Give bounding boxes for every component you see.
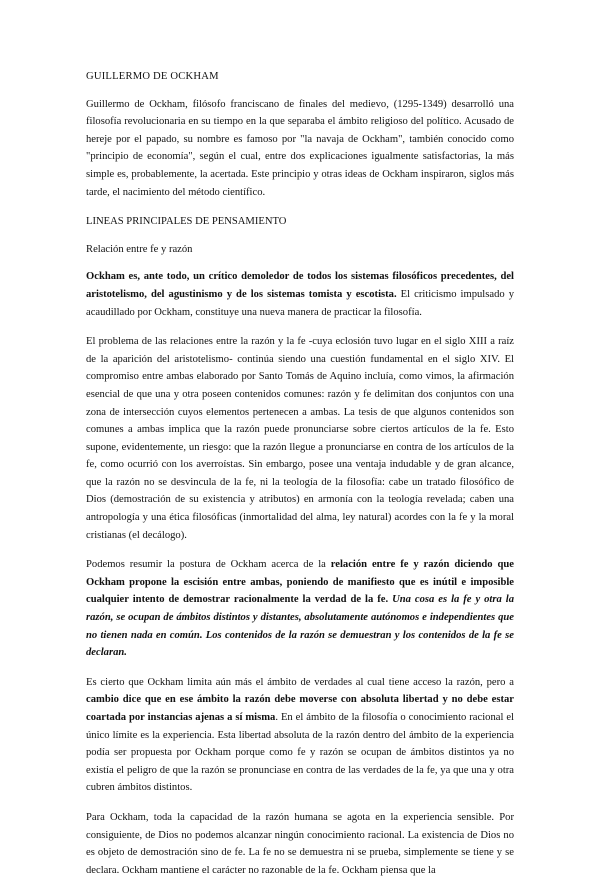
reason-limits-paragraph xyxy=(86,674,514,797)
reason-rest-text: . En el ámbito de la filosofía o conocimiento racional el único límite es la experiencia. Esta libertad absoluta de la razón dentro del ámbito de la experiencia podía ser propuesta por Ockham porque como fe y razón se ocupan de ámbitos distintos ya no existía el peligro de que la razón se pronunciase en contra de las verdades de la fe, ya que una y otra cubren ámbitos distintos. xyxy=(86,712,514,794)
subsection-heading: Relación entre fe y razón xyxy=(86,243,193,255)
summary-bold-text: relación entre fe y razón diciendo que Ockham propone la escisión entre ambas, poniendo de manifiesto que es inútil e imposible cualquier intento de demostrar racionalmente la verdad de la fe. xyxy=(86,559,514,606)
intro-paragraph: Guillermo de Ockham, filósofo franciscano de finales del medievo, (1295-1349) desarrolló una filosofía revolucionaria en su tiempo en la que separaba el ámbito religioso del político. Acusado de hereje por el papado, su nombre es famoso por "la navaja de Ockham", también conocido como "principio de economía", según el cual, entre dos explicaciones igualmente satisfactorias, la más simple es, probablemente, la acertada. Este principio y otras ideas de Ockham inspiraron, siglos más tarde, el nacimiento del método científico. xyxy=(86,98,514,198)
critic-bold-text: Ockham es, ante todo, un crítico demoledor de todos los sistemas filosóficos precedentes, del aristotelismo, del agustinismo y de los sistemas tomista y escotista. xyxy=(86,271,514,300)
summary-intro-text: Podemos resumir la postura de Ockham acerca de la xyxy=(86,559,331,571)
section-heading: LINEAS PRINCIPALES DE PENSAMIENTO xyxy=(86,216,287,228)
experience-paragraph: Para Ockham, toda la capacidad de la razón humana se agota en la experiencia sensible. Por consiguiente, de Dios no podemos alcanzar ningún conocimiento racional. La existencia de Dios no es objeto de demostración sino de fe. La fe no se demuestra ni se prueba, simplemente se tiene y se declara. Ockham mantiene el carácter no razonable de la fe. Ockham piensa que la xyxy=(86,811,514,876)
reason-bold-text: cambio dice que en ese ámbito la razón debe moverse con absoluta libertad y no debe estar coartada por instancias ajenas a sí misma xyxy=(86,694,514,723)
faith-reason-paragraph: El problema de las relaciones entre la razón y la fe -cuya eclosión tuvo lugar en el siglo XIII a raíz de la aparición del aristotelismo- continúa siendo una cuestión fundamental en el siglo XIV. El compromiso entre ambas elaborado por Santo Tomás de Aquino incluía, como vimos, la afirmación esencial de que una y otra poseen contenidos comunes: razón y fe delimitan dos conjuntos con una zona de intersección cuyos elementos pertenecen a ambas. La tesis de que algunos contenidos son comunes a ambas implica que la razón puede pronunciarse sobre ciertos artículos de la fe. Esto supone, evidentemente, un riesgo: que la razón llegue a pronunciarse en contra de los artículos de la fe, como ocurrió con los averroístas. Sin embargo, posee una ventaja indudable y de gran alcance, que la razón no se desvincula de la fe, ni la teología de la filosofía: cabe un tratado filosófico de Dios (demostración de su existencia y atributos) en armonía con la teología revelada; caben una antropología y una ética filosóficas (inmortalidad del alma, ley natural) acordes con la fe y la moral cristianas (el decálogo). xyxy=(86,336,514,541)
summary-bold-italic-text: Una cosa es la fe y otra la razón, se ocupan de ámbitos distintos y distantes, absolutamente autónomos e independientes que no tienen nada en común. Los contenidos de la razón se demuestran y los contenidos de la fe se declaran. xyxy=(86,594,514,659)
critic-text: El criticismo impulsado y acaudillado por Ockham, constituye una nueva manera de practicar la filosofía. xyxy=(86,288,515,318)
summary-paragraph xyxy=(86,556,514,662)
reason-intro-text: Es cierto que Ockham limita aún más el ámbito de verdades al cual tiene acceso la razón, pero a xyxy=(86,676,514,688)
critic-paragraph xyxy=(86,268,514,321)
document-body xyxy=(86,68,514,891)
document-title: GUILLERMO DE OCKHAM xyxy=(86,71,219,82)
